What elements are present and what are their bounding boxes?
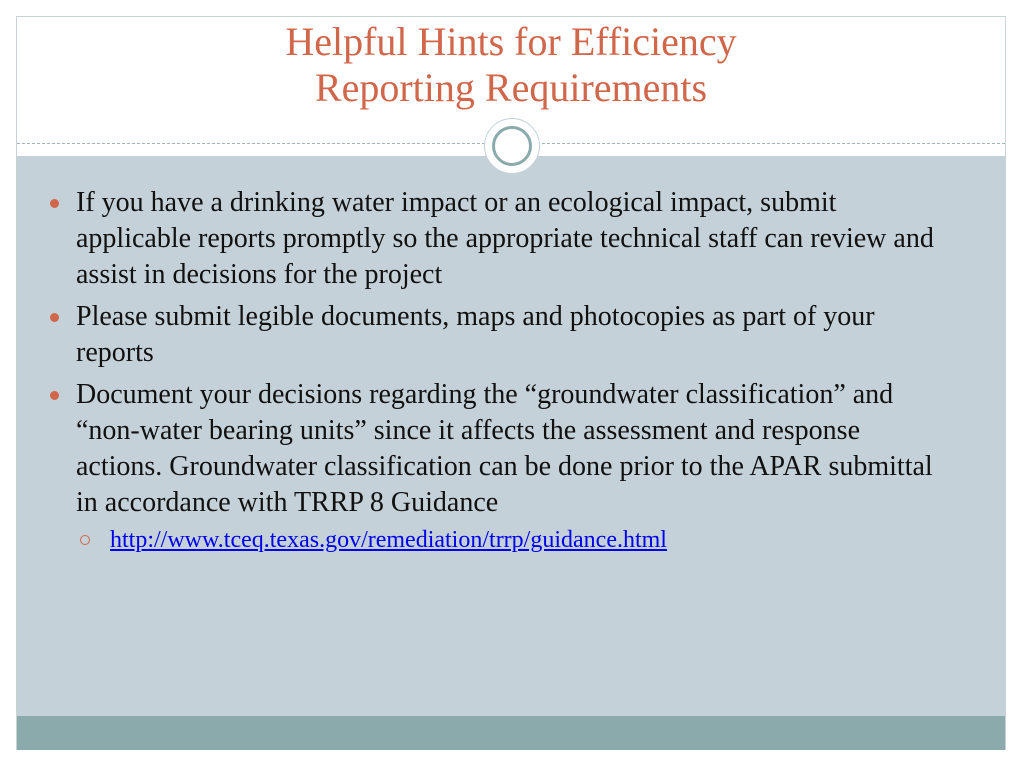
bullet-text: Please submit legible documents, maps and photocopies as part of your reports [76,301,875,368]
circle-ornament-icon [484,118,540,174]
sub-list-item [76,525,946,555]
bullet-text: Document your decisions regarding the “groundwater classification” and “non-water bearing units” since it affects the assessment and response actions. Groundwater classification can be done prior to the APAR submittal in accordance with TRRP 8 Guidance [76,379,933,518]
hollow-circle-bullet-icon [80,535,90,545]
slide-title [17,19,1005,111]
bullet-dot-icon [50,199,59,208]
title-line-1: Helpful Hints for Efficiency [285,19,737,64]
bullet-dot-icon [50,313,59,322]
title-line-2: Reporting Requirements [314,65,708,110]
guidance-link[interactable]: http://www.tceq.texas.gov/remediation/trrp/guidance.html [110,527,667,553]
list-item [46,299,946,371]
list-item [46,185,946,293]
bullet-list [46,185,946,561]
footer-band [17,716,1005,750]
ring-icon [492,126,532,166]
sub-bullet-list [76,525,946,555]
bullet-text: If you have a drinking water impact or an ecological impact, submit applicable reports promptly so the appropriate technical staff can review and assist in decisions for the project [76,187,934,290]
list-item [46,377,946,555]
bullet-dot-icon [50,391,59,400]
